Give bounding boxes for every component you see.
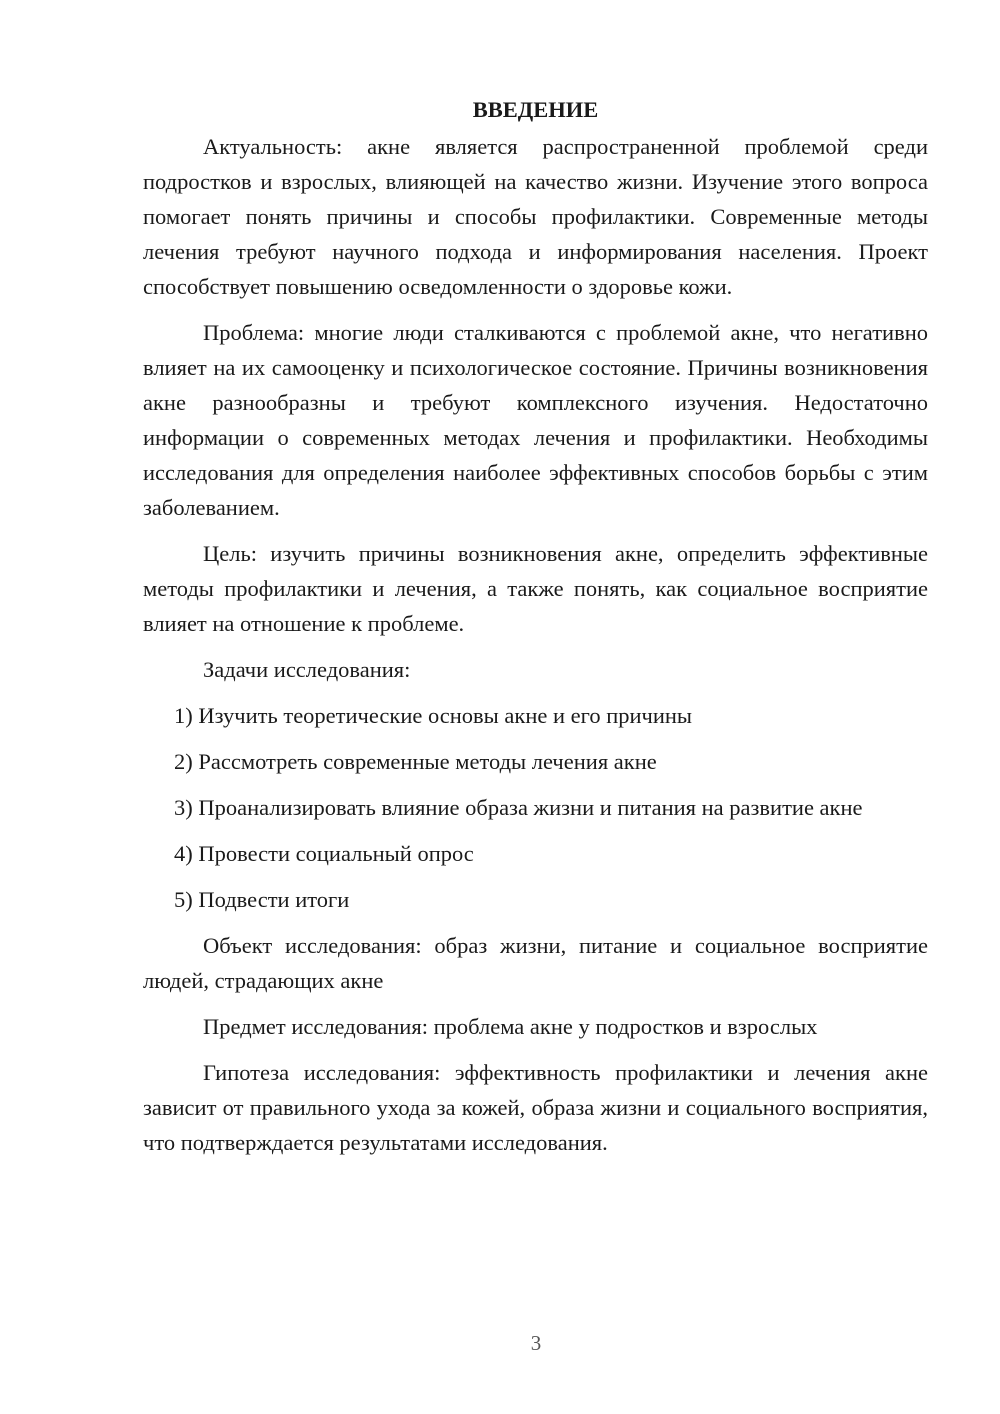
task-item-2: 2) Рассмотреть современные методы лечения акне [174, 749, 657, 774]
document-page [143, 92, 928, 1171]
task-item-3: 3) Проанализировать влияние образа жизни и питания на развитие акне [174, 795, 863, 820]
page-number: 3 [530, 1331, 542, 1355]
task-item-1: 1) Изучить теоретические основы акне и его причины [174, 703, 693, 728]
task-item-4: 4) Провести социальный опрос [174, 841, 474, 866]
section-title: ВВЕДЕНИЕ [472, 97, 599, 122]
task-item-5: 5) Подвести итоги [174, 887, 350, 912]
object-paragraph: Объект исследования: образ жизни, питание и социальное восприятие людей, страдающих акне [143, 933, 928, 993]
problem-paragraph: Проблема: многие люди сталкиваются с проблемой акне, что негативно влияет на их самооценку и психологическое состояние. Причины возникновения акне разнообразны и требуют комплексного изучения. Недостаточно информации о современных методах лечения и профилактики. Необходимы исследования для определения наиболее эффективных способов борьбы с этим заболеванием. [143, 320, 928, 520]
subject-paragraph: Предмет исследования: проблема акне у подростков и взрослых [203, 1014, 818, 1039]
relevance-paragraph: Актуальность: акне является распространенной проблемой среди подростков и взрослых, влияющей на качество жизни. Изучение этого вопроса помогает понять причины и способы профилактики. Современные методы лечения требуют научного подхода и информирования населения. Проект способствует повышению осведомленности о здоровье кожи. [143, 134, 928, 299]
goal-paragraph: Цель: изучить причины возникновения акне, определить эффективные методы профилактики и лечения, а также понять, как социальное восприятие влияет на отношение к проблеме. [143, 541, 928, 636]
tasks-heading: Задачи исследования: [203, 657, 411, 682]
hypothesis-paragraph: Гипотеза исследования: эффективность профилактики и лечения акне зависит от правильного ухода за кожей, образа жизни и социального восприятия, что подтверждается результатами исследования. [143, 1060, 928, 1155]
